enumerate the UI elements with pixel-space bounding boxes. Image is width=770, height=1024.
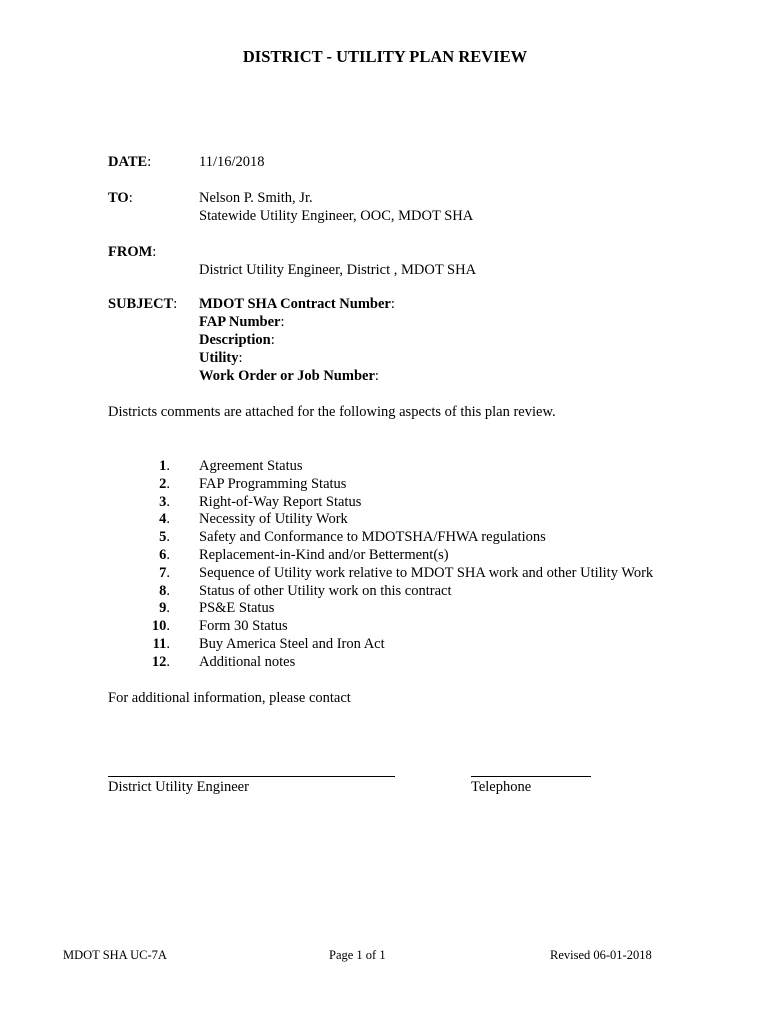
list-item-number: 12. — [151, 653, 170, 670]
list-item-number: 3. — [159, 493, 170, 510]
from-title: District Utility Engineer, District , MDOT SHA — [199, 262, 477, 278]
from-label: FROM: — [108, 244, 157, 260]
footer-page-number: Page 1 of 1 — [329, 948, 386, 962]
list-item: Additional notes — [199, 653, 296, 670]
subject-fap-number: FAP Number: — [199, 314, 285, 330]
list-item: PS&E Status — [199, 600, 275, 617]
list-item: Form 30 Status — [199, 618, 288, 635]
subject-label: SUBJECT: — [108, 296, 178, 312]
list-item-number: 7. — [159, 564, 170, 581]
subject-description: Description: — [199, 332, 275, 348]
list-item-number: 4. — [159, 511, 170, 528]
subject-utility: Utility: — [199, 350, 243, 366]
intro-text: Districts comments are attached for the following aspects of this plan review. — [108, 404, 556, 420]
list-item-number: 6. — [159, 547, 170, 563]
list-item-number: 10. — [151, 618, 170, 635]
date-label: DATE: — [108, 154, 152, 170]
telephone-line — [471, 776, 591, 777]
list-item-number: 1. — [159, 458, 170, 474]
list-item-number: 2. — [159, 475, 170, 492]
subject-work-order: Work Order or Job Number: — [199, 368, 379, 384]
engineer-label: District Utility Engineer — [108, 779, 249, 795]
list-item: Buy America Steel and Iron Act — [199, 636, 385, 652]
list-item: Replacement-in-Kind and/or Betterment(s) — [199, 547, 449, 563]
list-item: Sequence of Utility work relative to MDOT SHA work and other Utility Work — [199, 564, 654, 581]
engineer-signature-line — [108, 776, 395, 777]
list-item: Status of other Utility work on this contract — [199, 582, 452, 599]
list-item: Necessity of Utility Work — [199, 511, 348, 528]
document-title: DISTRICT - UTILITY PLAN REVIEW — [242, 47, 528, 66]
to-title: Statewide Utility Engineer, OOC, MDOT SHA — [199, 208, 474, 224]
telephone-label: Telephone — [471, 779, 532, 795]
list-item-number: 9. — [159, 600, 170, 617]
list-item: FAP Programming Status — [199, 475, 347, 492]
subject-contract-number: MDOT SHA Contract Number: — [199, 296, 395, 312]
list-item: Right-of-Way Report Status — [199, 493, 362, 510]
to-name: Nelson P. Smith, Jr. — [199, 190, 313, 206]
list-item: Safety and Conformance to MDOTSHA/FHWA regulations — [199, 529, 546, 546]
list-item-number: 11. — [152, 636, 170, 652]
to-label: TO: — [108, 190, 133, 206]
list-item-number: 5. — [159, 529, 170, 546]
date-value: 11/16/2018 — [199, 154, 265, 170]
footer-form-id: MDOT SHA UC-7A — [63, 948, 167, 962]
list-item-number: 8. — [159, 582, 170, 599]
footer-revision-date: Revised 06-01-2018 — [550, 948, 652, 962]
contact-text: For additional information, please contact — [108, 690, 351, 706]
list-item: Agreement Status — [199, 458, 303, 474]
